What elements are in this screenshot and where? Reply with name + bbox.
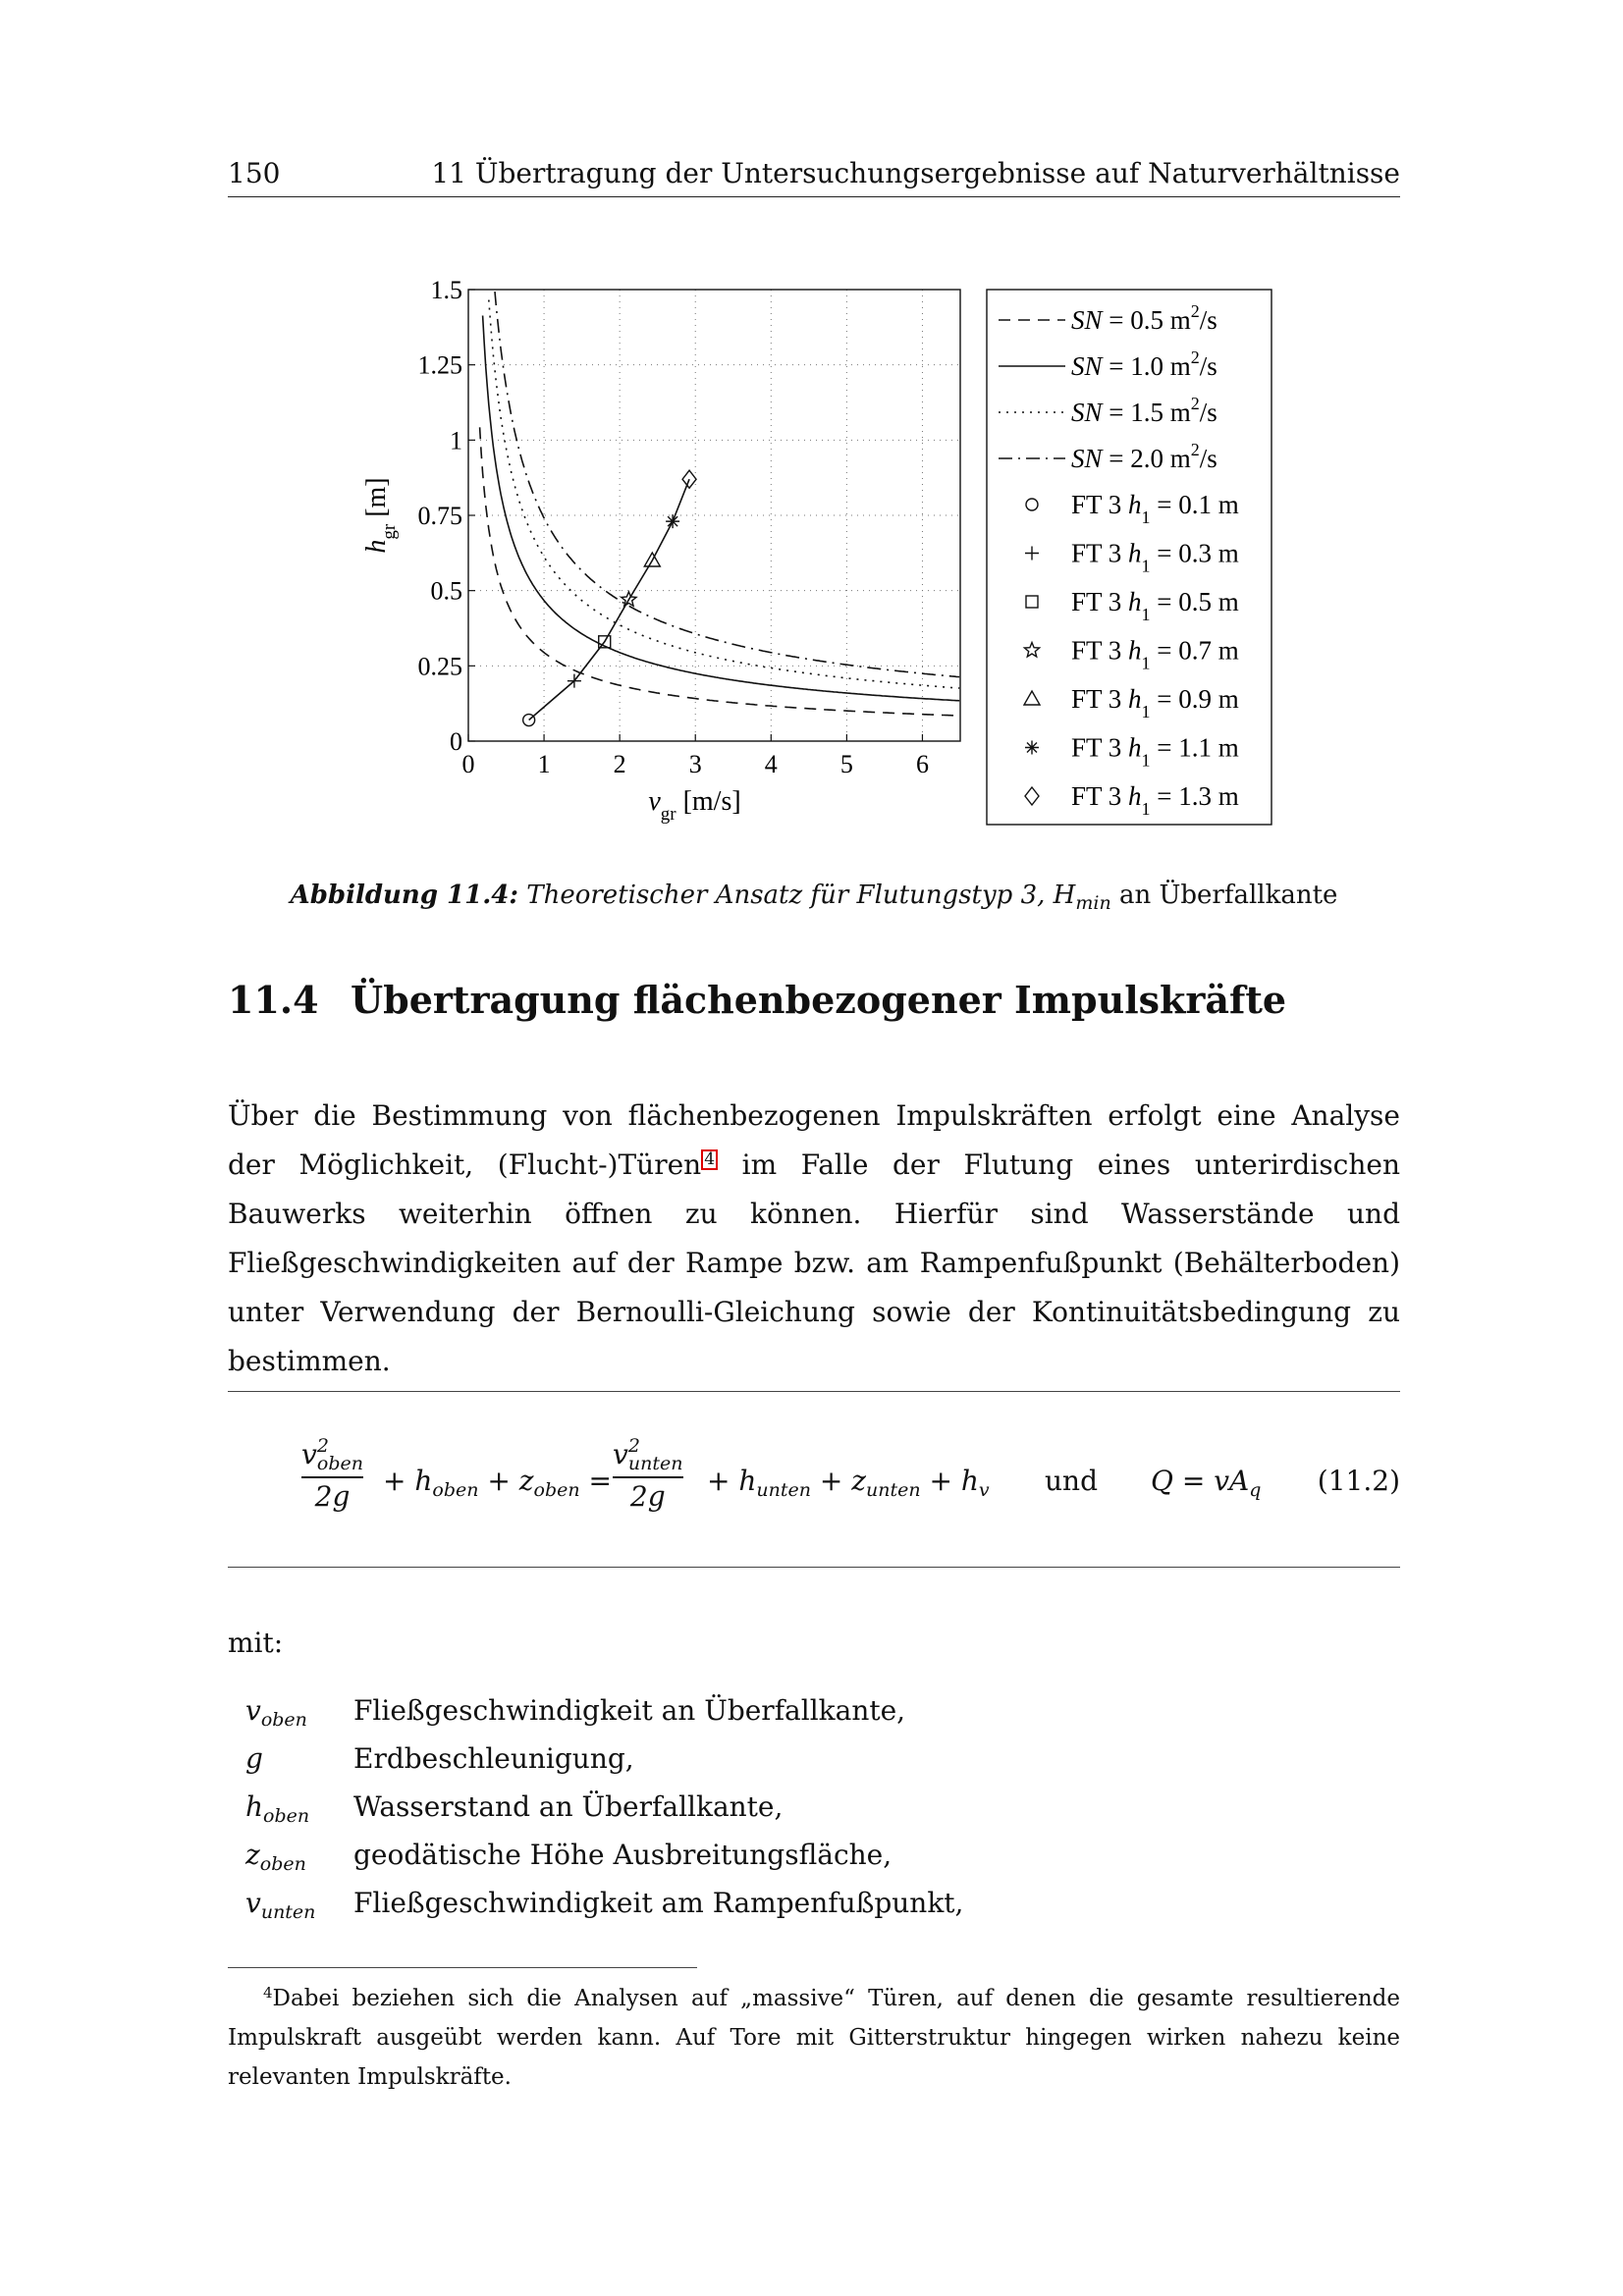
mit-label: mit: [228,1627,284,1659]
frac2-den: 2g [629,1479,666,1513]
legend-label-var: SN [1071,351,1103,381]
eq-right1: + h [707,1465,757,1497]
legend-label-var: SN [1071,398,1103,427]
definition-text: Fließgeschwindigkeit am Rampenfußpunkt, [353,1887,964,1919]
legend-label-var: SN [1071,444,1103,473]
section-heading [228,978,1286,1022]
eq-mid1: + h [383,1465,433,1497]
legend-label-sub: 1 [1141,702,1151,721]
section-number: 11.4 [228,978,319,1022]
equation-block [228,1435,1400,1543]
legend-label-mid: = 1.5 m [1102,398,1191,427]
frac1-num: v [301,1438,317,1470]
legend-label-mid: = 0.5 m [1102,305,1191,335]
footnote [228,1973,1400,2097]
frac2-num-sub: unten [627,1453,683,1474]
legend-label-var: SN [1071,305,1103,335]
eq-right2: + z [811,1465,867,1497]
legend-label-var: h [1128,587,1142,616]
legend-label-sup: 2 [1190,301,1200,321]
legend-label-post: = 0.7 m [1150,635,1239,666]
legend-label-sub: 1 [1141,507,1151,527]
y-tick-label: 0.5 [430,576,462,606]
definition-symbol-sub: oben [259,1853,306,1875]
definition-symbol-sub: oben [263,1805,310,1827]
legend-label-pre: FT 3 [1071,587,1129,616]
equation-right [707,1465,990,1501]
caption-label: Abbildung 11.4: [290,881,518,910]
paragraph-part1: Über die Bestimmung von flächenbezogenen Impulskräften erfolgt eine Analyse der Möglichkeit, (Flucht-)Türen [228,1099,1400,1181]
legend-label-mid: = 1.0 m [1102,351,1191,381]
x-tick-label: 6 [915,750,929,778]
footnote-mark: 4 [263,1984,273,2002]
frac1-den: 2g [314,1479,351,1513]
legend-label-var: h [1128,490,1142,519]
footnote-rule [228,1967,697,1968]
y-axis-unit: [m] [361,477,392,524]
figure-chart [324,260,1286,839]
definition-symbol: $h_{oben}$ [245,1790,310,1827]
legend-label-post: = 0.5 m [1150,587,1239,616]
eq-right1-sub: unten [756,1479,811,1501]
definition-symbol: $v_{oben}$ [245,1694,307,1731]
legend-label-post: /s [1199,444,1217,473]
paragraph-part2: im Falle der Flutung eines unterirdischen Bauwerks weiterhin öffnen zu können. Hierfür sind Wasserstände und Fließgeschwindigkeiten auf der Rampe bzw. am Rampenfußpunkt (Behälterboden) unter Verwendung der Bernoulli-Gleichung sowie der Kontinuitätsbedingung zu bestimmen. [228,1148,1400,1377]
eq-mid2: + z [478,1465,534,1497]
y-tick-label: 1.5 [430,276,462,304]
equation-mid [383,1465,612,1501]
legend-label-sub: 1 [1141,799,1151,819]
footnote-text: Dabei beziehen sich die Analysen auf „massive“ Türen, auf denen die gesamte resultierende Impulskraft ausgeübt werden kann. Auf Tore mit Gitterstruktur hingegen wirken nahezu keine relevanten Impulskräfte. [228,1986,1400,2090]
y-tick-label: 1 [450,426,462,455]
eq-q-sub: q [1249,1479,1262,1501]
legend-label-sup: 2 [1190,440,1200,459]
caption-math: H [1053,881,1076,910]
eq-right3-sub: v [978,1479,990,1501]
legend-label-post: = 0.3 m [1150,538,1239,568]
legend-label-post: /s [1199,305,1217,335]
y-tick-label: 1.25 [417,350,462,380]
legend-label-post: = 0.9 m [1150,684,1239,714]
definition-symbol-sub: unten [260,1901,316,1923]
series-line [480,427,960,716]
y-tick-label: 0 [450,727,462,756]
x-tick-label: 4 [764,750,778,778]
eq-mid2-sub: oben [533,1479,580,1501]
y-axis-sub: gr [379,523,400,540]
definition-symbol: $v_{unten}$ [245,1887,316,1923]
definition-symbol: g [245,1742,263,1775]
x-tick-label: 1 [537,750,551,778]
x-tick-label: 0 [461,750,475,778]
eq-q: Q = vA [1151,1465,1250,1497]
legend-label-var: h [1128,684,1142,714]
legend-label-pre: FT 3 [1071,635,1129,666]
data-point-asterisk [666,514,679,528]
definition-symbol: $z_{oben}$ [245,1839,306,1875]
legend-label-pre: FT 3 [1071,781,1129,811]
equation-rule-top [228,1391,1400,1392]
x-axis-sub: gr [660,804,676,825]
legend-label-pre: FT 3 [1071,538,1129,568]
fraction-left [301,1435,363,1513]
eq-right2-sub: unten [866,1479,921,1501]
equation-number: (11.2) [1317,1465,1400,1497]
definition-text: geodätische Höhe Ausbreitungsfläche, [353,1839,893,1871]
y-tick-label: 0.25 [417,652,462,681]
legend-label-sub: 1 [1141,750,1151,771]
y-tick-label: 0.75 [417,502,462,530]
definition-text: Erdbeschleunigung, [353,1742,634,1775]
figure-caption [228,881,1400,914]
legend-label-pre: FT 3 [1071,732,1129,763]
series-line [495,292,959,676]
legend-label-var: h [1128,732,1142,763]
x-axis-var: v [648,786,661,817]
y-axis-label [361,477,400,553]
legend-label-sup: 2 [1190,394,1200,413]
eq-mid1-sub: oben [432,1479,479,1501]
points-connector [529,479,689,720]
legend-label-sub: 1 [1141,605,1151,624]
legend-label-sub: 1 [1141,556,1151,576]
legend-label-pre: FT 3 [1071,684,1129,714]
eq-sign: = [579,1465,612,1497]
legend-label-post: = 0.1 m [1150,490,1239,519]
eq-und: und [1045,1465,1098,1497]
series-line [483,316,960,701]
running-title: 11 Übertragung der Untersuchungsergebnisse auf Naturverhältnisse [431,157,1400,189]
page-number: 150 [228,157,281,189]
x-tick-label: 3 [688,750,702,778]
legend-label-post: = 1.3 m [1150,781,1239,811]
definition-text: Wasserstand an Überfallkante, [353,1790,784,1823]
legend-label-var: h [1128,635,1142,666]
legend-marker-asterisk [1025,741,1039,755]
definition-text: Fließgeschwindigkeit an Überfallkante, [353,1694,906,1727]
frac1-num-sub: oben [316,1453,364,1474]
legend-label-sup: 2 [1190,347,1200,367]
caption-text: Theoretischer Ansatz für Flutungstyp 3, [517,881,1054,910]
legend-label-sub: 1 [1141,653,1151,673]
caption-tail: an Überfallkante [1110,881,1338,910]
definition-symbol-sub: oben [260,1709,307,1731]
frac2-num-sup: 2 [627,1435,640,1457]
series-line [489,300,959,688]
legend-label-var: h [1128,781,1142,811]
frac2-num: v [613,1438,628,1470]
x-tick-label: 2 [613,750,626,778]
equation-rule-bottom [228,1567,1400,1568]
legend-label-post: /s [1199,351,1217,381]
legend-label-pre: FT 3 [1071,490,1129,519]
footnote-link[interactable]: 4 [701,1149,718,1170]
legend-label-mid: = 2.0 m [1102,444,1191,473]
eq-right3: + h [920,1465,979,1497]
x-axis-label [648,786,740,825]
legend-label-post: /s [1199,398,1217,427]
x-axis-unit: [m/s] [676,786,741,817]
frac1-num-sup: 2 [316,1435,329,1457]
header-rule [228,196,1400,197]
fraction-right [613,1435,683,1513]
legend-label-post: = 1.1 m [1150,732,1239,763]
legend-label-var: h [1128,538,1142,568]
body-paragraph [228,1092,1400,1386]
caption-math-sub: min [1075,892,1111,914]
y-axis-var: h [361,539,392,554]
equation-continuity [1151,1465,1261,1501]
x-tick-label: 5 [839,750,853,778]
section-title: Übertragung flächenbezogener Impulskräfte [351,978,1287,1022]
